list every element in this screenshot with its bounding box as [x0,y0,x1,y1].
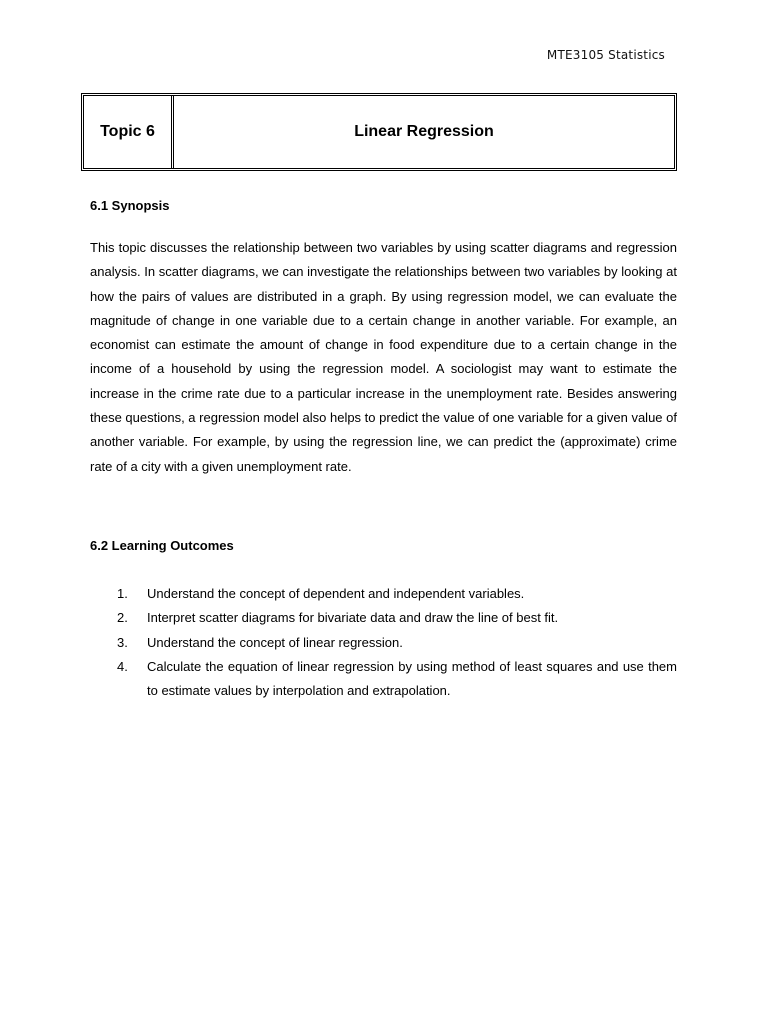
synopsis-heading: 6.1 Synopsis [90,198,170,213]
topic-title-box [81,93,677,171]
list-item-number: 4. [117,658,128,674]
list-item [90,582,677,606]
topic-number: Topic 6 [84,96,174,168]
learning-outcomes-list [90,582,677,703]
learning-outcomes-heading: 6.2 Learning Outcomes [90,538,234,553]
list-item [90,606,677,630]
running-header: MTE3105 Statistics [546,48,665,62]
list-item-number: 2. [117,610,128,626]
list-item-text: Understand the concept of linear regression. [147,634,403,650]
synopsis-paragraph: This topic discusses the relationship between two variables by using scatter diagrams and regression analysis. In scatter diagrams, we can investigate the relationships between two variables by looking at how the pairs of values are distributed in a graph. By using regression model, we can evaluate the magnitude of change in one variable due to a certain change in another variable. For example, an economist can estimate the amount of change in food expenditure due to a certain change in the income of a household by using the regression model. A sociologist may want to estimate the increase in the crime rate due to a particular increase in the unemployment rate. Besides answering these questions, a regression model also helps to predict the value of one variable for a given value of another variable. For example, by using the regression line, we can predict the (approximate) crime rate of a city with a given unemployment rate. [90,240,677,474]
list-item-text: Interpret scatter diagrams for bivariate data and draw the line of best fit. [147,610,559,626]
list-item [90,631,677,655]
list-item-number: 3. [117,634,128,650]
list-item-text: Calculate the equation of linear regression by using method of least squares and use them to estimate values by interpolation and extrapolation. [147,658,677,699]
list-item-number: 1. [117,586,128,601]
list-item [90,655,677,704]
list-item-text: Understand the concept of dependent and independent variables. [147,586,525,601]
topic-title: Linear Regression [354,123,494,140]
